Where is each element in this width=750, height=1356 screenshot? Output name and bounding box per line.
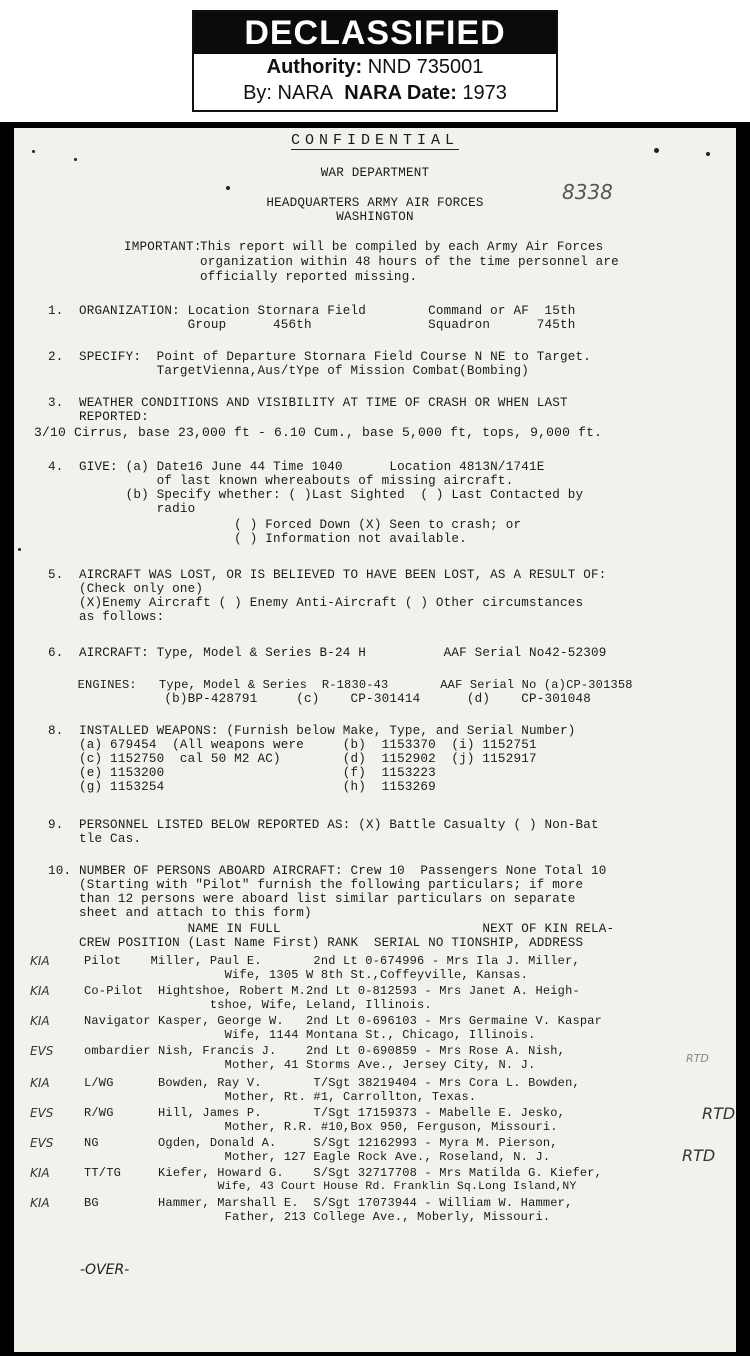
section-5-causes: (X)Enemy Aircraft ( ) Enemy Anti-Aircraft ( ) Other circumstances: [48, 596, 584, 610]
hq-title: HEADQUARTERS ARMY AIR FORCES: [266, 196, 484, 210]
important-line-1: This report will be compiled by each Army Air Forces: [200, 240, 604, 254]
crew-row-pilot: Pilot Miller, Paul E. 2nd Lt 0-674996 - Mrs Ila J. Miller,: [84, 954, 580, 968]
section-3-conditions: 3/10 Cirrus, base 23,000 ft - 6.10 Cum., base 5,000 ft, tops, 9,000 ft.: [34, 425, 603, 440]
section-5-check: (Check only one): [48, 582, 204, 596]
section-5-lost: 5. AIRCRAFT WAS LOST, OR IS BELIEVED TO HAVE BEEN LOST, AS A RESULT OF:: [48, 568, 607, 582]
over-note: -OVER-: [80, 1262, 130, 1278]
weapons-row-1: (a) 679454 (All weapons were (b) 1153370 (i) 1152751: [48, 738, 537, 752]
classification-mark: CONFIDENTIAL: [290, 132, 460, 149]
crew-row-right-waist-gunner-address: Mother, R.R. #10,Box 950, Ferguson, Missouri.: [84, 1120, 558, 1134]
crew-status-mark: EVS: [30, 1106, 54, 1120]
crew-row-ball-gunner: BG Hammer, Marshall E. S/Sgt 17073944 - William W. Hammer,: [84, 1196, 573, 1210]
crew-row-ball-gunner-address: Father, 213 College Ave., Moberly, Missouri.: [84, 1210, 551, 1224]
crew-row-nose-gunner: NG Ogden, Donald A. S/Sgt 12162993 - Myra M. Pierson,: [84, 1136, 558, 1150]
crew-status-mark: KIA: [30, 1196, 50, 1210]
important-line-3: officially reported missing.: [200, 270, 418, 284]
section-4-forced-down: ( ) Forced Down (X) Seen to crash; or: [48, 518, 522, 532]
crew-status-mark: KIA: [30, 1014, 50, 1028]
declassified-stamp: [192, 10, 558, 112]
stamp-title: DECLASSIFIED: [194, 12, 556, 54]
rtd-annotation: RTD: [686, 1052, 709, 1065]
section-4-give: 4. GIVE: (a) Date16 June 44 Time 1040 Location 4813N/1741E: [48, 460, 545, 474]
scan-speck: [32, 150, 35, 153]
crew-row-left-waist-gunner: L/WG Bowden, Ray V. T/Sgt 38219404 - Mrs Cora L. Bowden,: [84, 1076, 580, 1090]
scan-speck: [74, 158, 77, 161]
section-3-reported: REPORTED:: [48, 410, 149, 424]
crew-column-head-2: CREW POSITION (Last Name First) RANK SERIAL NO TIONSHIP, ADDRESS: [48, 936, 584, 950]
weapons-row-3: (e) 1153200 (f) 1153223: [48, 766, 436, 780]
scan-speck: [654, 148, 659, 153]
weapons-row-2: (c) 1152750 cal 50 M2 AC) (d) 1152902 (j) 1152917: [48, 752, 537, 766]
section-5-follows: as follows:: [48, 610, 165, 624]
crew-row-bombardier: ombardier Nish, Francis J. 2nd Lt 0-690859 - Mrs Rose A. Nish,: [84, 1044, 566, 1058]
hq-city: WASHINGTON: [336, 210, 414, 224]
form-sheet: [14, 128, 736, 1352]
engines-line-1: ENGINES: Type, Model & Series R-1830-43 AAF Serial No (a)CP-301358: [48, 678, 633, 692]
department-title: WAR DEPARTMENT: [320, 166, 430, 180]
section-3-weather: 3. WEATHER CONDITIONS AND VISIBILITY AT TIME OF CRASH OR WHEN LAST: [48, 396, 568, 410]
section-8-weapons: 8. INSTALLED WEAPONS: (Furnish below Make, Type, and Serial Number): [48, 724, 576, 738]
weapons-row-4: (g) 1153254 (h) 1153269: [48, 780, 436, 794]
crew-status-mark: KIA: [30, 984, 50, 998]
crew-row-left-waist-gunner-address: Mother, Rt. #1, Carrollton, Texas.: [84, 1090, 477, 1104]
crew-row-copilot: Co-Pilot Hightshoe, Robert M.2nd Lt 0-812593 - Mrs Janet A. Heigh-: [84, 984, 580, 998]
section-2-target: TargetVienna,Aus/tYpe of Mission Combat(Bombing): [48, 364, 529, 378]
engines-line-2: (b)BP-428791 (c) CP-301414 (d) CP-301048: [48, 692, 592, 706]
section-9-cas: tle Cas.: [48, 832, 142, 846]
important-label: IMPORTANT:: [124, 240, 202, 254]
section-10-instructions-3: sheet and attach to this form): [48, 906, 312, 920]
stamp-authority: Authority: NND 735001: [266, 56, 484, 78]
crew-status-mark: KIA: [30, 954, 50, 968]
section-10-instructions-1: (Starting with "Pilot" furnish the following particulars; if more: [48, 878, 584, 892]
section-6-aircraft: 6. AIRCRAFT: Type, Model & Series B-24 H AAF Serial No42-52309: [48, 646, 607, 660]
crew-row-pilot-address: Wife, 1305 W 8th St.,Coffeyville, Kansas.: [84, 968, 529, 982]
section-10-persons: 10. NUMBER OF PERSONS ABOARD AIRCRAFT: Crew 10 Passengers None Total 10: [48, 864, 607, 878]
stamp-by: By: NARA NARA Date: 1973: [243, 82, 507, 104]
section-10-instructions-2: than 12 persons were aboard list similar particulars on separate: [48, 892, 576, 906]
document-scan: [0, 122, 750, 1356]
crew-row-right-waist-gunner: R/WG Hill, James P. T/Sgt 17159373 - Mabelle E. Jesko,: [84, 1106, 566, 1120]
crew-column-head-1: NAME IN FULL NEXT OF KIN RELA-: [48, 922, 615, 936]
crew-status-mark: EVS: [30, 1136, 54, 1150]
section-4-specify: (b) Specify whether: ( )Last Sighted ( ) Last Contacted by: [48, 488, 584, 502]
crew-row-copilot-address: tshoe, Wife, Leland, Illinois.: [84, 998, 432, 1012]
scan-speck: [706, 152, 710, 156]
crew-row-navigator-address: Wife, 1144 Montana St., Chicago, Illinois.: [84, 1028, 536, 1042]
section-4-whereabouts: of last known whereabouts of missing aircraft.: [48, 474, 514, 488]
crew-row-navigator: Navigator Kasper, George W. 2nd Lt 0-696103 - Mrs Germaine V. Kaspar: [84, 1014, 603, 1028]
crew-status-mark: KIA: [30, 1166, 50, 1180]
section-9-personnel: 9. PERSONNEL LISTED BELOW REPORTED AS: (X) Battle Casualty ( ) Non-Bat: [48, 818, 599, 832]
crew-status-mark: EVS: [30, 1044, 54, 1058]
crew-row-tail-gunner: TT/TG Kiefer, Howard G. S/Sgt 32717708 - Mrs Matilda G. Kiefer,: [84, 1166, 603, 1180]
crew-row-tail-gunner-address: Wife, 43 Court House Rd. Franklin Sq.Long Island,NY: [84, 1181, 577, 1193]
crew-row-bombardier-address: Mother, 41 Storms Ave., Jersey City, N. J.: [84, 1058, 536, 1072]
section-4-info: ( ) Information not available.: [48, 532, 467, 546]
section-1-organization: 1. ORGANIZATION: Location Stornara Field Command or AF 15th: [48, 304, 576, 318]
section-1-group: Group 456th Squadron 745th: [48, 318, 576, 332]
crew-status-mark: KIA: [30, 1076, 50, 1090]
important-line-2: organization within 48 hours of the time personnel are: [200, 255, 619, 269]
scan-speck: [18, 548, 21, 551]
section-2-departure: 2. SPECIFY: Point of Departure Stornara Field Course N NE to Target.: [48, 350, 592, 364]
rtd-annotation: RTD: [682, 1146, 716, 1165]
doc-number: 8338: [562, 180, 613, 204]
section-4-radio: radio: [48, 502, 196, 516]
rtd-annotation: RTD: [702, 1104, 736, 1123]
crew-row-nose-gunner-address: Mother, 127 Eagle Rock Ave., Roseland, N. J.: [84, 1150, 551, 1164]
scan-speck: [226, 186, 230, 190]
